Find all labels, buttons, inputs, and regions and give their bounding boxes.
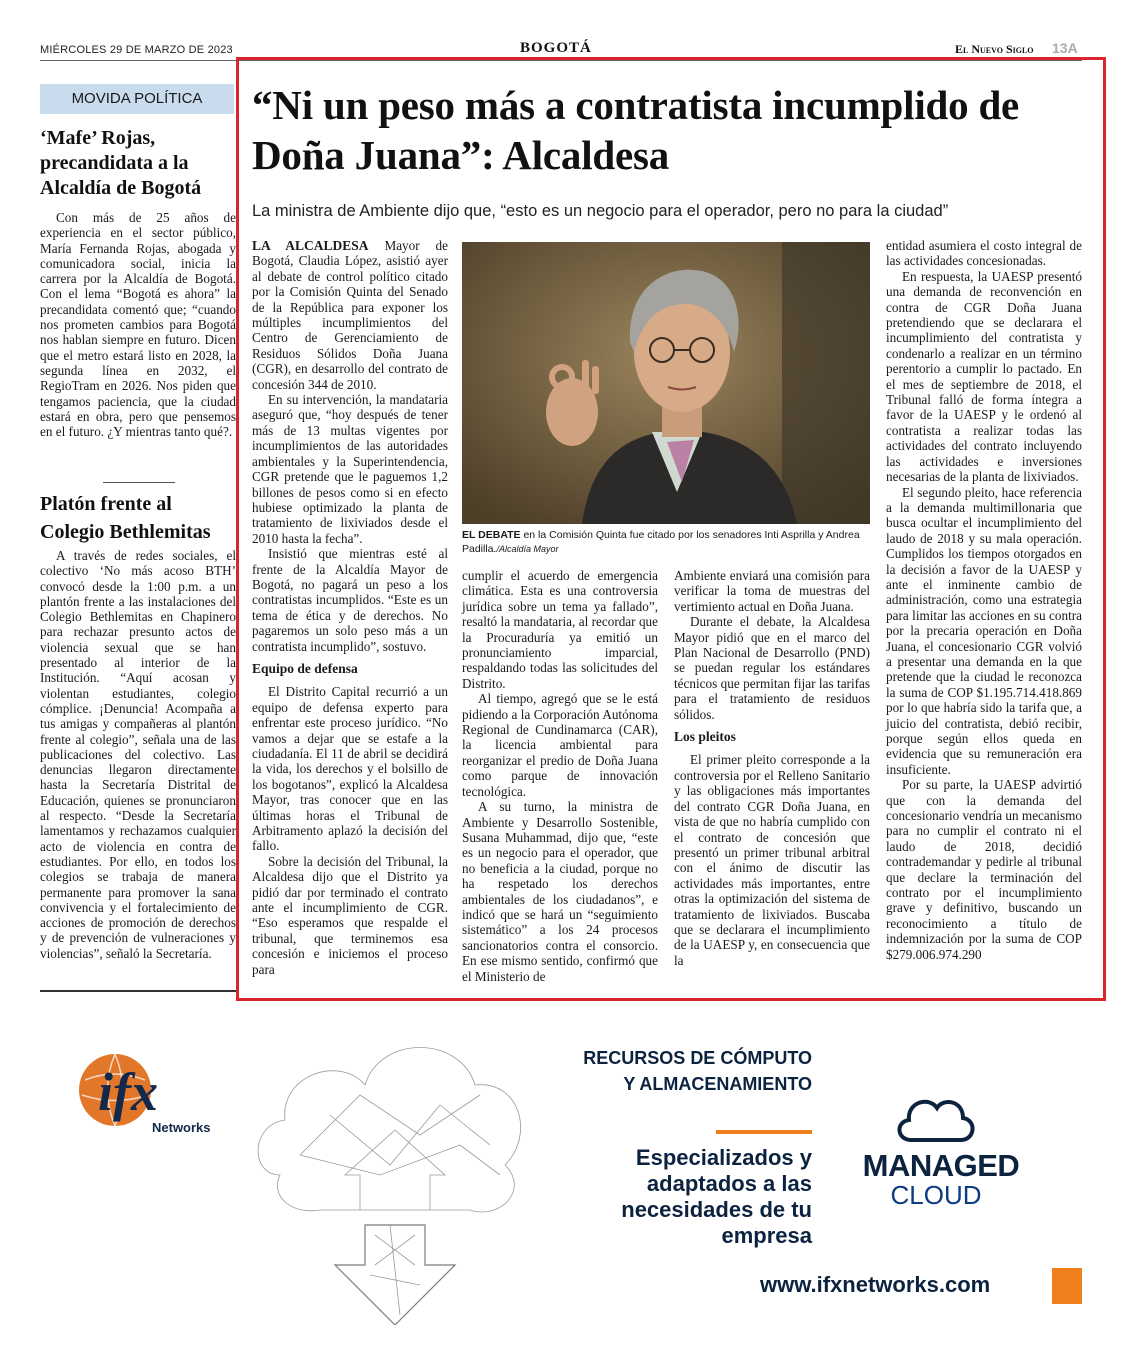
article-col1-para-3: Insistió que mientras esté al frente de la Alcaldía Mayor de Bogotá, no pagará un peso a los contratistas incumplidos. “Este es un tema de ética y de derechos. No pagaremos un solo peso más a un contratista incumplido”, sostuvo. bbox=[252, 546, 448, 654]
issue-date: MIÉRCOLES 29 DE MARZO DE 2023 bbox=[40, 44, 233, 56]
article-col4-para-2: En respuesta, la UAESP presentó una demanda de reconvención en contra de CGR Doña Juana pretendiendo que se declarara el incumplimiento del contratista y condenarlo a realizar en un término perentorio a cumplir lo pactado. En el mes de septiembre de 2018, el Tribunal falló de forma íntegra a favor de la UAESP y le ordenó al contratista a realizar todas las actividades del contrato incluyendo las actividades e inversiones necesarias de la planta de lixiviados. bbox=[886, 268, 1082, 485]
article-col3-para-3: El primer pleito corresponde a la controversia por el Relleno Sanitario y las obligaciones más importantes del contrato CGR Doña Juana, en vista de que no habría cumplido con el contrato de concesión que presentó un primer tribunal arbitral con el ánimo de discutir las actividades más importantes, entre otras la optimización del sistema de tratamiento de lixiviados. Buscaba que se declarara el incumplimiento de la UAESP y, en consecuencia que la bbox=[674, 752, 870, 968]
page-number: 13A bbox=[1052, 40, 1078, 56]
article-col1-para-2: En su intervención, la mandataria aseguró que, “hoy después de tener más de 13 multas vigentes por incumplimientos de las autoridades ambientales y la Superintendencia, CGR pretende que le paguemos 1,2 billones de pesos como si en efecto hubiese optimizado la planta de tratamiento de lixiviados desde el 2010 hasta la fecha”. bbox=[252, 392, 448, 546]
logo-wordmark: ifx bbox=[98, 1062, 158, 1122]
highlight-frame bbox=[236, 57, 1106, 1001]
sidebar-story1-body: Con más de 25 años de experiencia en el sector público, María Fernanda Rojas, abogada y comunicadora social, inicia la carrera por la Alcaldía de Bogotá. Con el lema “Bogotá es ahora” la precandidata comentó que; “cuando nos prometen cambios para Bogotá nos hablan siempre en futuro. Dicen que el metro estará listo en 2028, la segunda línea en 2032, el RegioTram en 2026. Nos piden que tengamos paciencia, que la ciudad estará en obra, pero que pensemos en el futuro. ¿Y mientras tanto qué?. bbox=[40, 210, 236, 440]
cloud-icon bbox=[893, 1092, 977, 1147]
logo-subtext: Networks bbox=[152, 1120, 211, 1135]
sidebar-story2-headline: Platón frente al Colegio Bethlemitas bbox=[40, 493, 211, 543]
caption-text: en la Comisión Quinta fue citado por los senadores Inti Asprilla y Andrea Padilla. bbox=[462, 529, 860, 555]
section-title: BOGOTÁ bbox=[520, 40, 592, 56]
cloud-label: CLOUD bbox=[890, 1180, 982, 1210]
sidebar-story2-body: A través de redes sociales, el colectivo ‘No más acoso BTH’ convocó desde la 1:00 p.m. a un plantón frente a las instalaciones del Colegio Bethlemitas en Chapinero para rechazar presunto actos de violencia sexual que se han presentado al interior de la Institución. “Aquí acosan y violentan estudiantes, colegio cómplice. ¡Denuncia! Acompaña a tus amigas y compañeras al plantón frente al colegio”, señala una de las publicaciones del colectivo. Las denuncias llegaron directamente hasta la Secretaría Distrital de Educación, quienes se pronunciaron al respecto. “Desde la Secretaría lamentamos y rechazamos cualquier acto de violencia en contra de estudiantes. Por ello, en todos los colegios se trabaja de manera permanente para promover la sana convivencia y el fortalecimiento de acciones de promoción de derechos y de prevención de vulneraciones y violencias”, señaló la Secretaría. bbox=[40, 548, 236, 961]
ad-subheadline: Especializados y adaptados a las necesidades de tu empresa bbox=[621, 1145, 812, 1248]
cloud-outline-icon bbox=[893, 1092, 977, 1147]
photo-credit: /Alcaldía Mayor bbox=[496, 544, 559, 554]
managed-label: MANAGED bbox=[862, 1148, 1020, 1183]
article-col1-para-5: Sobre la decisión del Tribunal, la Alcaldesa dijo que el Distrito ya pidió dar por terminado el contrato ante el incumplimiento de CGR. “Eso esperamos que respalde el tribunal, que terminemos esa concesión e iniciemos el proceso para bbox=[252, 853, 448, 977]
ifx-globe-icon bbox=[60, 1040, 240, 1140]
article-col1-para-1-text: Mayor de Bogotá, Claudia López, asistió ayer al debate de control político citado por la Comisión Quinta del Senado de la República para exponer los múltiples incumplimientos del Centro de Gerenciamiento de Residuos Sólidos Doña Juana (CGR), en desarrollo del contrato de concesión 344 de 2010. bbox=[252, 238, 448, 392]
ad-website-link[interactable]: www.ifxnetworks.com bbox=[760, 1272, 991, 1297]
article-deck: La ministra de Ambiente dijo que, “esto es un negocio para el operador, pero no para la ciudad” bbox=[252, 202, 949, 220]
article-col4-para-3: El segundo pleito, hace referencia a la demanda multimillonaria que busca ocultar el incumplimiento del laudo de 2018 y su mala operación. Cumplidos los tiempos otorgados en la decisión a favor de la UAESP y ante el inminente cambio de administración, como una estrategia para limitar las acciones en su contra por la precaria operación en Doña Juana, el concesionario CGR volvió a presentar una demanda en la que pretende que la ciudad le reconozca la suma de COP $1.195.714.418.869 por lo que habría sido la tarifa que, a juicio del contratista, debió recibir, porque según ellos queda en evidencia que su remuneración era insuficiente. bbox=[886, 484, 1082, 777]
article-col1-para-4: El Distrito Capital recurrió a un equipo de defensa experto para enfrentar este proceso jurídico. “No vamos a dejar que se estafe a la ciudadanía. El 11 de abril se decidirá la vida, los derechos y el bolsillo de los bogotanos”, explicó la Alcaldesa Mayor, tras conocer que en las últimas horas el Tribunal de Arbitramento aplazó la decisión del fallo. bbox=[252, 684, 448, 854]
ad-accent-bar bbox=[716, 1130, 812, 1134]
ad-orange-square bbox=[1052, 1268, 1082, 1304]
ad-headline: RECURSOS DE CÓMPUTO Y ALMACENAMIENTO bbox=[583, 1048, 812, 1094]
sidebar-separator bbox=[103, 482, 175, 483]
sidebar-section-tag: MOVIDA POLÍTICA bbox=[40, 84, 234, 114]
article-col2-para-2: Al tiempo, agregó que se le está pidiendo a la Corporación Autónoma Regional de Cundinamarca (CAR), la licencia ambiental para reorganizar el predio de Doña Juana como parque de innovación tecnológica. bbox=[462, 691, 658, 799]
sidebar-story1-headline: ‘Mafe’ Rojas, precandidata a la Alcaldía de Bogotá bbox=[40, 127, 202, 199]
article-headline: “Ni un peso más a contratista incumplido de Doña Juana”: Alcaldesa bbox=[252, 82, 1020, 178]
article-lead-in: LA ALCALDESA bbox=[252, 238, 369, 253]
ifx-logo bbox=[60, 1040, 240, 1140]
article-col4-para-4: Por su parte, la UAESP advirtió que con la demanda del concesionario vendría un mecanismo para no cumplir el contrato ni el laudo de 2018, decidió contrademandar y pedirle al tribunal que declare la terminación del contrato por el incumplimiento grave y definitivo, buscando un reconocimiento a título de indemnización por la suma de COP $279.006.974.290 bbox=[886, 777, 1082, 962]
cloud-download-icon bbox=[240, 1025, 550, 1325]
article-subhead-defense: Equipo de defensa bbox=[252, 660, 358, 676]
cloud-mesh-graphic bbox=[240, 1025, 550, 1325]
newspaper-name: El Nuevo Siglo bbox=[955, 42, 1034, 56]
article-col4-para-1: entidad asumiera el costo integral de las actividades concesionadas. bbox=[886, 238, 1082, 269]
article-subhead-lawsuits: Los pleitos bbox=[674, 729, 736, 745]
article-col2-para-1: cumplir el acuerdo de emergencia climática. Esta es una controversia jurídica sobre un tema ya fallado”, resaltó la mandataria, al recordar que la Procuraduría ya emitió un pronunciamiento imparcial, respaldando todas las solicitudes del Distrito. bbox=[462, 568, 658, 691]
article-col2-para-3: A su turno, la ministra de Ambiente y Desarrollo Sostenible, Susana Muhammad, dijo que, “este es un negocio para el operador, que no beneficia a la ciudad, porque no ha respetado los derechos ambientales de los ciudadanos”, e indicó que se hará un “seguimiento sistemático” a los 24 procesos sancionatorios contra el consorcio. En ese mismo sentido, confirmó que el Ministerio de bbox=[462, 799, 658, 984]
sidebar-bottom-rule bbox=[40, 990, 236, 992]
caption-lead: EL DEBATE bbox=[462, 529, 521, 541]
article-col3-para-1: Ambiente enviará una comisión para verificar la toma de muestras del vertimiento actual en Doña Juana. bbox=[674, 568, 870, 614]
article-col3-para-2: Durante el debate, la Alcaldesa Mayor pidió que en el marco del Plan Nacional de Desarrollo (PND) se puedan regular los estándares técnicos que permitan fijar las tarifas para el tratamiento de residuos sólidos. bbox=[674, 614, 870, 722]
